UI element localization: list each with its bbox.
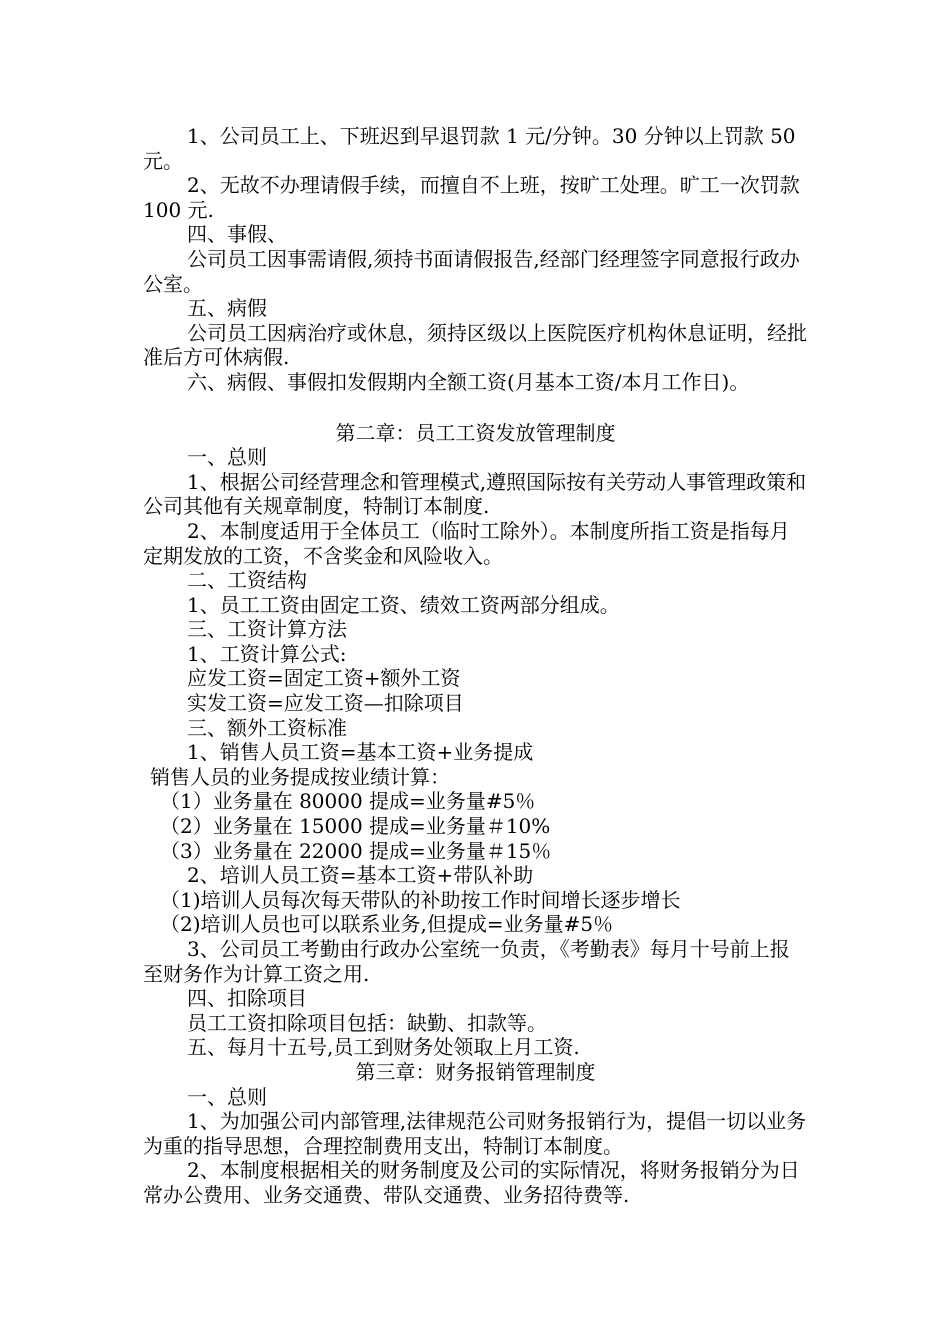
- paragraph: 四、扣除项目: [187, 986, 307, 1011]
- paragraph: 2、无故不办理请假手续，而擅自不上班，按旷工处理。旷工一次罚款 100 元.: [143, 173, 800, 222]
- paragraph: 员工工资扣除项目包括：缺勤、扣款等。: [187, 1010, 547, 1035]
- paragraph: 三、工资计算方法: [187, 617, 347, 642]
- paragraph: 实发工资=应发工资—扣除项目: [187, 691, 464, 716]
- paragraph: （2)培训人员也可以联系业务,但提成=业务量#5％: [160, 912, 614, 937]
- paragraph: 五、病假: [187, 296, 267, 321]
- paragraph: 1、为加强公司内部管理,法律规范公司财务报销行为，提倡一切以业务为重的指导思想，合理控制费用支出，特制订本制度。: [143, 1109, 807, 1158]
- paragraph: 二、工资结构: [187, 568, 307, 593]
- paragraph: 公司员工因事需请假,须持书面请假报告,经部门经理签字同意报行政办公室。: [143, 246, 800, 296]
- paragraph: 2、培训人员工资=基本工资+带队补助: [187, 863, 534, 888]
- document-page: [143, 124, 808, 1208]
- paragraph: 三、额外工资标准: [187, 715, 347, 740]
- paragraph: 3、公司员工考勤由行政办公室统一负责，《考勤表》每月十号前上报至财务作为计算工资之用.: [143, 937, 790, 986]
- paragraph: 五、每月十五号,员工到财务处领取上月工资.: [187, 1035, 580, 1060]
- paragraph: 一、总则: [187, 445, 267, 470]
- paragraph: （3）业务量在 22000 提成=业务量＃15％: [160, 838, 552, 863]
- paragraph: 应发工资=固定工资+额外工资: [187, 666, 461, 691]
- paragraph: 1、销售人员工资=基本工资+业务提成: [187, 740, 534, 765]
- paragraph: 销售人员的业务提成按业绩计算：: [150, 764, 450, 789]
- paragraph: （1）业务量在 80000 提成=业务量#5％: [160, 789, 536, 814]
- paragraph-gap: [143, 395, 808, 421]
- paragraph: 四、事假、: [187, 222, 287, 247]
- paragraph: 一、总则: [187, 1084, 267, 1109]
- paragraph: 1、员工工资由固定工资、绩效工资两部分组成。: [187, 592, 620, 617]
- paragraph: 2、本制度适用于全体员工（临时工除外）。本制度所指工资是指每月定期发放的工资，不含奖金和风险收入。: [143, 518, 790, 568]
- paragraph: 1、工资计算公式:: [187, 641, 347, 666]
- paragraph: 1、公司员工上、下班迟到早退罚款 1 元/分钟。30 分钟以上罚款 50 元。: [143, 124, 796, 173]
- paragraph: （2）业务量在 15000 提成=业务量＃10%: [160, 814, 551, 839]
- paragraph: 1、根据公司经营理念和管理模式,遵照国际按有关劳动人事管理政策和公司其他有关规章制度，特制订本制度.: [143, 469, 807, 519]
- paragraph: （1)培训人员每次每天带队的补助按工作时间增长逐步增长: [160, 887, 681, 912]
- paragraph: 六、病假、事假扣发假期内全额工资(月基本工资/本月工作日)。: [187, 369, 750, 394]
- paragraph: 2、本制度根据相关的财务制度及公司的实际情况，将财务报销分为日常办公费用、业务交通费、带队交通费、业务招待费等.: [143, 1158, 800, 1207]
- chapter-heading: 第三章：财务报销管理制度: [355, 1059, 596, 1084]
- chapter-heading: 第二章：员工工资发放管理制度: [335, 420, 616, 445]
- paragraph: 公司员工因病治疗或休息，须持区级以上医院医疗机构休息证明，经批准后方可休病假.: [143, 320, 807, 370]
